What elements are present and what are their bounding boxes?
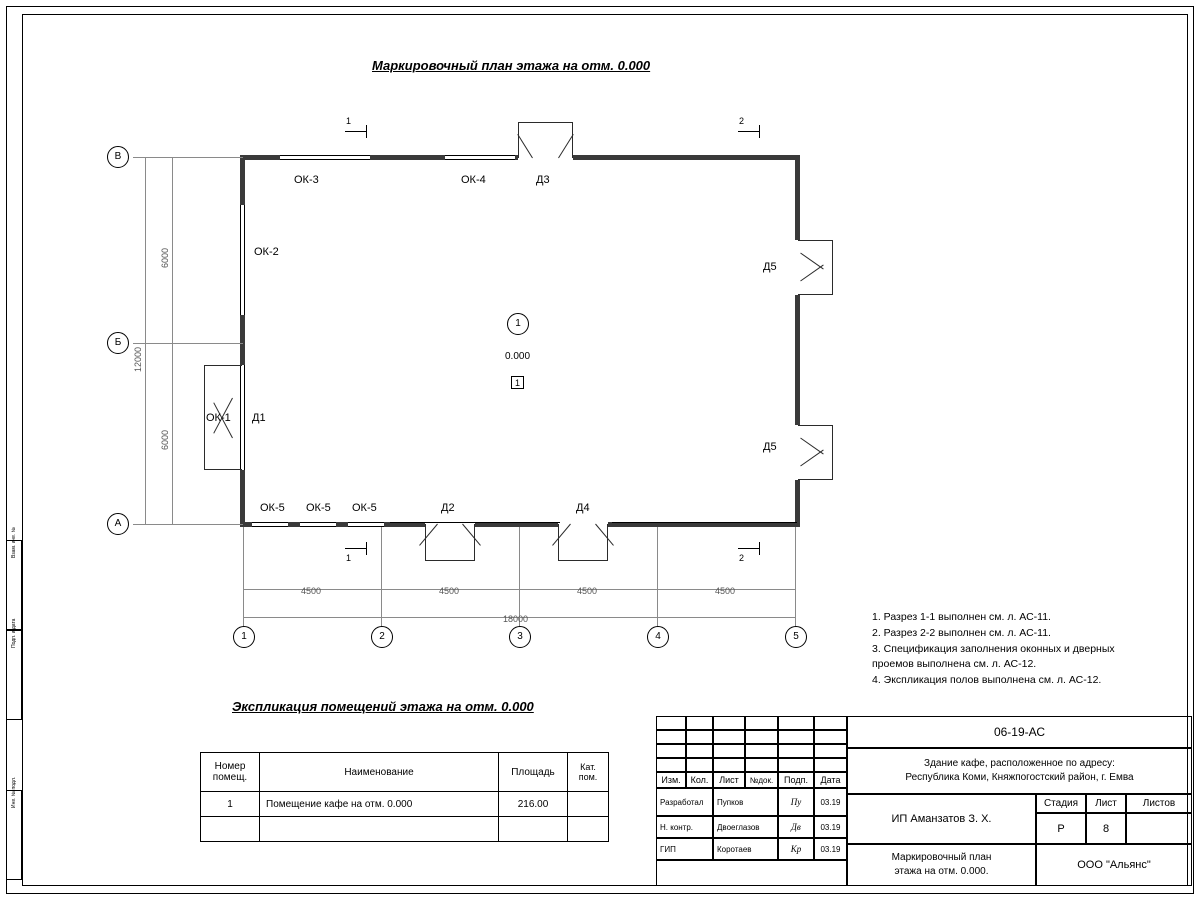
label-ok1: ОК-1 — [206, 412, 231, 424]
stamp-sign-0: Пу — [778, 788, 814, 816]
dim-left-tick-a — [166, 524, 179, 525]
dim-bottom-4: 4500 — [715, 586, 736, 596]
axis-label-5: 5 — [793, 631, 799, 642]
stamp-code: 06-19-АС — [847, 716, 1192, 748]
dim-left-total-tick-top — [139, 157, 152, 158]
label-d4: Д4 — [576, 502, 590, 514]
dim-bottom-3: 4500 — [577, 586, 598, 596]
stamp-sheets-value — [1126, 813, 1192, 844]
room-number-label: 1 — [515, 318, 521, 329]
general-notes — [872, 610, 1115, 689]
door-d1-bottom — [204, 469, 242, 470]
label-d1: Д1 — [252, 412, 266, 424]
label-ok4: ОК-4 — [461, 174, 486, 186]
door-d5a-bottom — [798, 294, 833, 295]
door-d4-side-r — [607, 524, 608, 561]
bottom-wall-inner-line-2 — [612, 522, 797, 523]
explication-header-num: Номер помещ. — [201, 753, 260, 792]
door-d1-top — [204, 365, 242, 366]
plan-title: Маркировочный план этажа на отм. 0.000 — [372, 58, 651, 73]
stamp-role-2: ГИП — [656, 838, 713, 860]
room-number-circle — [507, 313, 529, 335]
stamp-role-0: Разработал — [656, 788, 713, 816]
door-d5b-top — [798, 425, 833, 426]
stamp-col-data: Дата — [814, 772, 847, 788]
left-margin-label-3: Инв. № подл. — [11, 776, 17, 808]
axis-label-2: 2 — [379, 631, 385, 642]
label-d5-bottom: Д5 — [763, 441, 777, 453]
rev-grid-r4c1 — [656, 758, 686, 772]
door-d3-side-r — [572, 122, 573, 158]
door-opening-d4 — [558, 521, 608, 528]
window-line-ok2-b — [244, 205, 245, 315]
level-mark: 0.000 — [505, 351, 531, 362]
window-line-ok1-a — [240, 365, 241, 470]
stamp-sheet-name-line1: Маркировочный план — [891, 851, 992, 863]
dim-left-tick-v — [166, 157, 179, 158]
axis-vline-3 — [519, 527, 520, 627]
stamp-object-line2: Республика Коми, Княжпогостский район, г. Емва — [905, 772, 1134, 783]
window-line-ok1-b — [244, 365, 245, 470]
section-mark-2-top-line — [738, 131, 760, 132]
note-1: 1. Разрез 1-1 выполнен см. л. АС-11. — [872, 611, 1051, 623]
left-margin-label-2: Подп. и дата — [11, 618, 17, 648]
dim-left-chain-2 — [145, 157, 146, 525]
rev-grid-r2c2 — [686, 730, 713, 744]
bottom-wall-inner-line-1 — [390, 522, 560, 523]
axis-vline-4 — [657, 527, 658, 627]
section-mark-2-top-tick — [759, 125, 760, 138]
rev-grid-r4c2 — [686, 758, 713, 772]
rev-grid-r1c2 — [686, 716, 713, 730]
axis-label-b: Б — [114, 337, 122, 348]
rev-grid-r1c1 — [656, 716, 686, 730]
stamp-col-list: Лист — [713, 772, 745, 788]
stamp-customer: ИП Аманзатов З. Х. — [847, 794, 1036, 844]
label-ok2: ОК-2 — [254, 246, 279, 258]
explication-title: Экспликация помещений этажа на отм. 0.000 — [232, 699, 534, 714]
explication-cell-name-empty — [260, 817, 499, 842]
axis-circle-b — [107, 332, 129, 354]
section-mark-2-top-label: 2 — [739, 116, 745, 126]
stamp-sign-1: Дв — [778, 816, 814, 838]
table-row — [201, 817, 609, 842]
rev-grid-r3c1 — [656, 744, 686, 758]
label-d3: Д3 — [536, 174, 550, 186]
window-line-ok2-a — [240, 205, 241, 315]
explication-header-area: Площадь — [499, 753, 568, 792]
stamp-date-1: 03.19 — [814, 816, 847, 838]
rev-grid-r4c6 — [814, 758, 847, 772]
window-line-ok3-b — [280, 159, 370, 160]
section-mark-2-bot-tick — [759, 542, 760, 555]
stamp-list-header: Лист — [1086, 794, 1126, 813]
explication-cell-num-empty — [201, 817, 260, 842]
floor-type-square — [511, 376, 524, 389]
explication-cell-cat-empty — [568, 817, 609, 842]
axis-circle-v — [107, 146, 129, 168]
dim-left-total: 12000 — [133, 346, 143, 372]
axis-circle-3 — [509, 626, 531, 648]
stamp-date-2: 03.19 — [814, 838, 847, 860]
note-4: проемов выполнена см. л. АС-12. — [872, 658, 1037, 671]
stamp-name-2: Коротаев — [713, 838, 778, 860]
floor-type-label: 1 — [514, 378, 520, 388]
axis-vline-2 — [381, 527, 382, 627]
axis-label-3: 3 — [517, 631, 523, 642]
stamp-col-kol: Кол. — [686, 772, 713, 788]
dim-left-tick-b — [166, 343, 179, 344]
stamp-role-1: Н. контр. — [656, 816, 713, 838]
dim-left-chain-1 — [172, 157, 173, 525]
axis-label-a: А — [114, 518, 122, 529]
axis-vline-1 — [243, 527, 244, 627]
axis-circle-5 — [785, 626, 807, 648]
rev-grid-r2c3 — [713, 730, 745, 744]
rev-grid-r3c4 — [745, 744, 778, 758]
door-d2-side-r — [474, 524, 475, 561]
door-d3-leaf — [518, 122, 573, 123]
door-d5b-bottom — [798, 479, 833, 480]
axis-label-v: В — [114, 151, 122, 162]
explication-header-name: Наименование — [260, 753, 499, 792]
stamp-blank-bottom-left — [656, 860, 847, 886]
section-mark-1-top-line — [345, 131, 367, 132]
label-d2: Д2 — [441, 502, 455, 514]
rev-grid-r2c1 — [656, 730, 686, 744]
window-line-ok5c-b — [348, 526, 384, 527]
left-margin-label-1: Взам. инв. № — [11, 527, 17, 558]
note-5: 4. Экспликация полов выполнена см. л. АС-12. — [872, 674, 1102, 686]
stamp-date-0: 03.19 — [814, 788, 847, 816]
explication-table — [200, 752, 609, 842]
door-d5a-top — [798, 240, 833, 241]
axis-label-4: 4 — [655, 631, 661, 642]
dim-left-total-tick-bot — [139, 524, 152, 525]
left-margin-box-2 — [6, 618, 22, 720]
axis-circle-1 — [233, 626, 255, 648]
rev-grid-r2c5 — [778, 730, 814, 744]
explication-cell-num: 1 — [201, 792, 260, 817]
stamp-sign-2: Кр — [778, 838, 814, 860]
window-line-ok4-b — [445, 159, 515, 160]
axis-circle-4 — [647, 626, 669, 648]
door-opening-d5-top — [794, 240, 801, 295]
door-opening-d5-bottom — [794, 425, 801, 480]
window-line-ok4-a — [445, 155, 515, 156]
label-ok5-a: ОК-5 — [260, 502, 285, 514]
rev-grid-r1c4 — [745, 716, 778, 730]
stamp-list-value: 8 — [1086, 813, 1126, 844]
axis-line-b — [133, 343, 243, 344]
title-block — [656, 716, 1192, 886]
rev-grid-r4c5 — [778, 758, 814, 772]
section-mark-2-bot-label: 2 — [739, 553, 745, 563]
stamp-object-line1: Здание кафе, расположенное по адресу: — [924, 757, 1115, 769]
section-mark-1-top-tick — [366, 125, 367, 138]
axis-circle-2 — [371, 626, 393, 648]
stamp-sheet-name-line2: этажа на отм. 0.000. — [894, 866, 989, 877]
window-line-ok5a-b — [252, 526, 288, 527]
explication-header-cat: Кат. пом. — [568, 753, 609, 792]
window-line-ok5b-a — [300, 522, 336, 523]
stamp-sheets-header: Листов — [1126, 794, 1192, 813]
section-mark-2-bot-line — [738, 548, 760, 549]
door-d5a-leaf — [832, 240, 833, 295]
label-ok5-b: ОК-5 — [306, 502, 331, 514]
left-margin-box-3 — [6, 776, 22, 880]
table-row — [201, 792, 609, 817]
door-opening-d3 — [518, 154, 573, 161]
dim-left-6000-upper: 6000 — [160, 247, 170, 268]
explication-cell-name: Помещение кафе на отм. 0.000 — [260, 792, 499, 817]
rev-grid-r3c6 — [814, 744, 847, 758]
stamp-stage-value: Р — [1036, 813, 1086, 844]
label-d5-top: Д5 — [763, 261, 777, 273]
section-mark-1-top-label: 1 — [346, 116, 352, 126]
stamp-stage-header: Стадия — [1036, 794, 1086, 813]
window-line-ok5a-a — [252, 522, 288, 523]
rev-grid-r1c6 — [814, 716, 847, 730]
window-line-ok3-a — [280, 155, 370, 156]
rev-grid-r4c3 — [713, 758, 745, 772]
rev-grid-r3c5 — [778, 744, 814, 758]
note-3: 3. Спецификация заполнения оконных и дверных — [872, 642, 1115, 655]
axis-label-1: 1 — [241, 631, 247, 642]
explication-cell-area-empty — [499, 817, 568, 842]
stamp-name-0: Пупков — [713, 788, 778, 816]
window-line-ok5b-b — [300, 526, 336, 527]
dim-bottom-1: 4500 — [301, 586, 322, 596]
stamp-name-1: Двоеглазов — [713, 816, 778, 838]
rev-grid-r4c4 — [745, 758, 778, 772]
window-line-ok5c-a — [348, 522, 384, 523]
stamp-col-izm: Изм. — [656, 772, 686, 788]
door-d4-side-l — [558, 524, 559, 561]
door-d3-side-l — [518, 122, 519, 158]
rev-grid-r2c4 — [745, 730, 778, 744]
explication-cell-area: 216.00 — [499, 792, 568, 817]
note-2: 2. Разрез 2-2 выполнен см. л. АС-11. — [872, 626, 1051, 639]
rev-grid-r3c3 — [713, 744, 745, 758]
explication-header-row — [201, 753, 609, 792]
door-d5b-leaf — [832, 425, 833, 480]
section-mark-1-bot-line — [345, 548, 367, 549]
door-d2-leaf — [425, 560, 475, 561]
section-mark-1-bot-tick — [366, 542, 367, 555]
left-margin-box-1 — [6, 527, 22, 630]
section-mark-1-bot-label: 1 — [346, 553, 352, 563]
rev-grid-r1c5 — [778, 716, 814, 730]
rev-grid-r3c2 — [686, 744, 713, 758]
stamp-sheet-name — [847, 844, 1036, 886]
stamp-col-podp: Подп. — [778, 772, 814, 788]
door-d4-leaf — [558, 560, 608, 561]
label-ok5-c: ОК-5 — [352, 502, 377, 514]
axis-vline-5 — [795, 527, 796, 627]
door-d2-side-l — [425, 524, 426, 561]
dim-bottom-2: 4500 — [439, 586, 460, 596]
stamp-object — [847, 748, 1192, 794]
rev-grid-r2c6 — [814, 730, 847, 744]
door-d1-leaf — [204, 365, 205, 470]
rev-grid-r1c3 — [713, 716, 745, 730]
dim-bottom-total: 18000 — [503, 614, 529, 624]
explication-cell-cat — [568, 792, 609, 817]
stamp-col-ndok: №док. — [745, 772, 778, 788]
axis-circle-a — [107, 513, 129, 535]
dim-left-6000-lower: 6000 — [160, 429, 170, 450]
stamp-company: ООО "Альянс" — [1036, 844, 1192, 886]
label-ok3: ОК-3 — [294, 174, 319, 186]
